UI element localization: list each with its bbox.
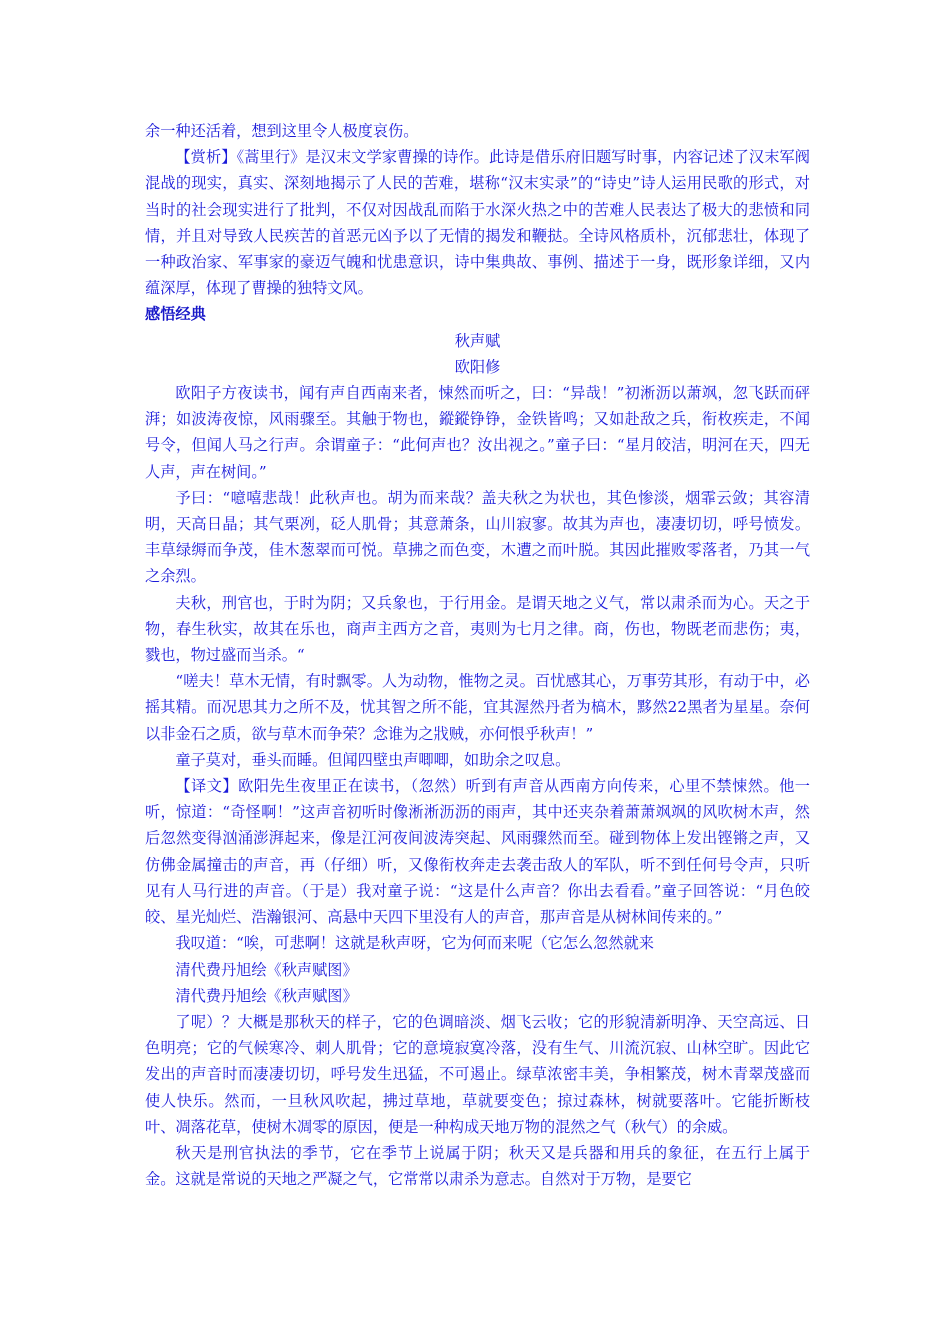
section-heading: 感悟经典 — [145, 305, 206, 324]
document-page — [145, 118, 810, 1192]
original-paragraph-5: 童子莫对，垂头而睡。但闻四壁虫声唧唧，如助余之叹息。 — [175, 750, 571, 769]
original-paragraph-3: 夫秋，刑官也，于时为阴；又兵象也，于行用金。是谓天地之义气，常以肃杀而为心。天之于物，春生秋实，故其在乐也，商声主西方之音，夷则为七月之律。商，伤也，物既老而悲伤；夷，戮也，物过盛而当杀。“ — [145, 593, 810, 665]
image-caption-1: 清代费丹旭绘《秋声赋图》 — [175, 960, 358, 979]
poem-author: 欧阳修 — [454, 357, 501, 376]
appreciation-paragraph: 【赏析】《蒿里行》是汉末文学家曹操的诗作。此诗是借乐府旧题写时事，内容记述了汉末军阀混战的现实，真实、深刻地揭示了人民的苦难，堪称“汉末实录”的“诗史”诗人运用民歌的形式，对当时的社会现实进行了批判，不仅对因战乱而陷于水深火热之中的苦难人民表达了极大的悲愤和同情，并且对导致人民疾苦的首恶元凶予以了无情的揭发和鞭挞。全诗风格质朴，沉郁悲壮，体现了一种政治家、军事家的豪迈气魄和忧患意识，诗中集典故、事例、描述于一身，既形象详细，又内蕴深厚，体现了曹操的独特文风。 — [145, 148, 810, 298]
translation-paragraph-2: 我叹道：“唉，可悲啊！这就是秋声呀，它为何而来呢（它怎么忽然就来 — [175, 934, 654, 953]
image-caption-2: 清代费丹旭绘《秋声赋图》 — [175, 986, 358, 1005]
poem-title: 秋声赋 — [454, 331, 501, 350]
original-paragraph-1: 欧阳子方夜读书，闻有声自西南来者，悚然而听之，曰：“异哉！”初淅沥以萧飒，忽飞跃而砰湃；如波涛夜惊，风雨骤至。其触于物也，鏦鏦铮铮，金铁皆鸣；又如赴敌之兵，衔枚疾走，不闻号令，但闻人马之行声。余谓童子：“此何声也？汝出视之。”童子曰：“星月皎洁，明河在天，四无人声，声在树间。” — [145, 384, 810, 481]
translation-paragraph-4: 秋天是刑官执法的季节，它在季节上说属于阴；秋天又是兵器和用兵的象征，在五行上属于金。这就是常说的天地之严凝之气，它常常以肃杀为意志。自然对于万物，是要它 — [145, 1143, 810, 1189]
translation-paragraph-1: 【译文】欧阳先生夜里正在读书，（忽然）听到有声音从西南方向传来，心里不禁悚然。他一听，惊道：“奇怪啊！”这声音初听时像淅淅沥沥的雨声，其中还夹杂着萧萧飒飒的风吹树木声，然后忽然变得汹涌澎湃起来，像是江河夜间波涛突起、风雨骤然而至。碰到物体上发出铿锵之声，又仿佛金属撞击的声音，再（仔细）听，又像衔枚奔走去袭击敌人的军队，听不到任何号令声，只听见有人马行进的声音。（于是）我对童子说：“这是什么声音？你出去看看。”童子回答说：“月色皎皎、星光灿烂、浩瀚银河、高悬中天四下里没有人的声音，那声音是从树林间传来的。” — [145, 777, 810, 927]
translation-paragraph-3: 了呢）？大概是那秋天的样子，它的色调暗淡、烟飞云收；它的形貌清新明净、天空高远、日色明亮；它的气候寒冷、刺人肌骨；它的意境寂寞冷落，没有生气、川流沉寂、山林空旷。因此它发出的声音时而凄凄切切，呼号发生迅猛，不可遏止。绿草浓密丰美，争相繁茂，树木青翠茂盛而使人快乐。然而，一旦秋风吹起，拂过草地，草就要变色；掠过森林，树就要落叶。它能折断枝叶、凋落花草，使树木凋零的原因，便是一种构成天地万物的混然之气（秋气）的余威。 — [145, 1012, 810, 1136]
lead-paragraph: 余一种还活着，想到这里令人极度哀伤。 — [145, 122, 419, 140]
original-paragraph-2: 予曰：“噫嘻悲哉！此秋声也。胡为而来哉？盖夫秋之为状也，其色惨淡，烟霏云敛；其容清明，天高日晶；其气栗冽，砭人肌骨；其意萧条，山川寂寥。故其为声也，凄凄切切，呼号愤发。丰草绿缛而争茂，佳木葱翠而可悦。草拂之而色变，木遭之而叶脱。其因此摧败零落者，乃其一气之余烈。 — [145, 488, 810, 586]
original-paragraph-4: “嗟夫！草木无情，有时飘零。人为动物，惟物之灵。百忧感其心，万事劳其形，有动于中，必摇其精。而况思其力之所不及，忧其智之所不能，宜其渥然丹者为槁木，黟然22黑者为星星。奈何以非金石之质，欲与草木而争荣？念谁为之戕贼，亦何恨乎秋声！” — [145, 672, 810, 743]
